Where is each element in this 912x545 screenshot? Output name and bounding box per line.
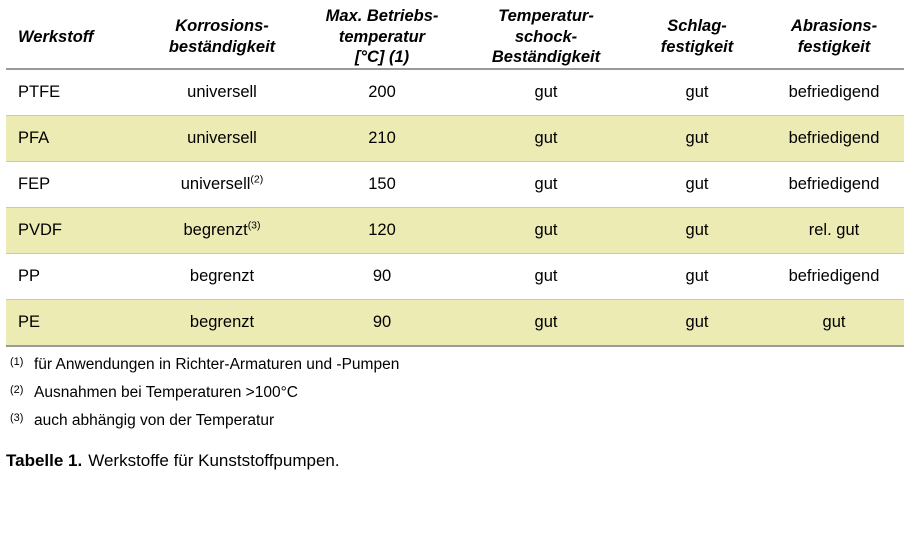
cell-werkstoff: PFA: [6, 115, 142, 161]
column-header-korrosionsbestaendigkeit: [142, 6, 302, 69]
header-line: schock-: [514, 27, 578, 46]
cell-schlag: gut: [630, 115, 764, 161]
footnote-item: [10, 383, 890, 404]
header-line: Korrosions-: [175, 17, 269, 36]
cell-text: universell: [187, 128, 257, 147]
table-figure: [0, 6, 912, 545]
header-line: temperatur: [338, 27, 426, 46]
table-row: [6, 299, 904, 346]
cell-korrosion: [142, 299, 302, 346]
cell-abrasion: rel. gut: [764, 207, 904, 253]
header-line: Schlag-: [667, 17, 727, 36]
caption-label: Tabelle 1.: [6, 450, 83, 470]
cell-abrasion: befriedigend: [764, 69, 904, 116]
materials-table: [6, 6, 904, 347]
header-line: festigkeit: [797, 37, 871, 56]
footnote-ref: (3): [247, 219, 261, 232]
cell-schock: gut: [462, 69, 630, 116]
cell-abrasion: befriedigend: [764, 253, 904, 299]
cell-schock: gut: [462, 161, 630, 207]
cell-korrosion: [142, 207, 302, 253]
cell-text: begrenzt: [189, 312, 255, 331]
cell-werkstoff: FEP: [6, 161, 142, 207]
table-header: [6, 6, 904, 69]
cell-temperatur: 210: [302, 115, 462, 161]
footnotes: [10, 355, 890, 432]
cell-schock: gut: [462, 253, 630, 299]
cell-schlag: gut: [630, 161, 764, 207]
cell-schlag: gut: [630, 299, 764, 346]
header-line: beständigkeit: [168, 37, 276, 56]
header-line: [°C] (1): [354, 48, 410, 67]
cell-temperatur: 90: [302, 253, 462, 299]
table-row: [6, 161, 904, 207]
header-line: festigkeit: [660, 37, 734, 56]
column-header-werkstoff: [6, 6, 142, 69]
cell-temperatur: 200: [302, 69, 462, 116]
cell-text: universell: [180, 174, 251, 193]
cell-schlag: gut: [630, 69, 764, 116]
header-line: Werkstoff: [18, 27, 94, 46]
cell-temperatur: 90: [302, 299, 462, 346]
cell-schock: gut: [462, 299, 630, 346]
table-caption: [6, 450, 912, 472]
table-header-row: [6, 6, 904, 69]
cell-text: begrenzt: [183, 220, 248, 239]
cell-schlag: gut: [630, 253, 764, 299]
header-line: Max. Betriebs-: [325, 7, 439, 25]
header-line: Beständigkeit: [491, 48, 601, 67]
footnote-text: Ausnahmen bei Temperaturen >100°C: [34, 383, 298, 401]
cell-schlag: gut: [630, 207, 764, 253]
footnote-item: [10, 411, 890, 432]
header-line: Abrasions-: [790, 17, 878, 36]
column-header-schlagfestigkeit: [630, 6, 764, 69]
column-header-abrasionsfestigkeit: [764, 6, 904, 69]
cell-werkstoff: PTFE: [6, 69, 142, 116]
cell-korrosion: [142, 115, 302, 161]
footnote-marker: (3): [10, 411, 24, 424]
cell-text: begrenzt: [189, 266, 255, 285]
footnote-item: [10, 355, 890, 376]
cell-korrosion: [142, 253, 302, 299]
caption-text: Werkstoffe für Kunststoffpumpen.: [88, 450, 340, 470]
footnote-ref: (2): [250, 173, 264, 186]
table-body: [6, 69, 904, 346]
column-header-temperaturschockbestaendigkeit: [462, 6, 630, 69]
footnote-marker: (2): [10, 383, 24, 396]
cell-werkstoff: PVDF: [6, 207, 142, 253]
table-row: [6, 207, 904, 253]
header-line: Temperatur-: [498, 7, 594, 25]
cell-werkstoff: PE: [6, 299, 142, 346]
cell-text: universell: [187, 82, 257, 101]
table-row: [6, 253, 904, 299]
cell-korrosion: [142, 69, 302, 116]
footnote-text: für Anwendungen in Richter-Armaturen und -Pumpen: [34, 355, 400, 373]
cell-temperatur: 150: [302, 161, 462, 207]
cell-korrosion: [142, 161, 302, 207]
footnote-marker: (1): [10, 355, 24, 368]
footnote-text: auch abhängig von der Temperatur: [34, 411, 275, 429]
cell-schock: gut: [462, 207, 630, 253]
cell-temperatur: 120: [302, 207, 462, 253]
column-header-max-betriebstemperatur: [302, 6, 462, 69]
cell-abrasion: befriedigend: [764, 115, 904, 161]
cell-werkstoff: PP: [6, 253, 142, 299]
cell-schock: gut: [462, 115, 630, 161]
cell-abrasion: befriedigend: [764, 161, 904, 207]
table-row: [6, 115, 904, 161]
cell-abrasion: gut: [764, 299, 904, 346]
table-row: [6, 69, 904, 116]
